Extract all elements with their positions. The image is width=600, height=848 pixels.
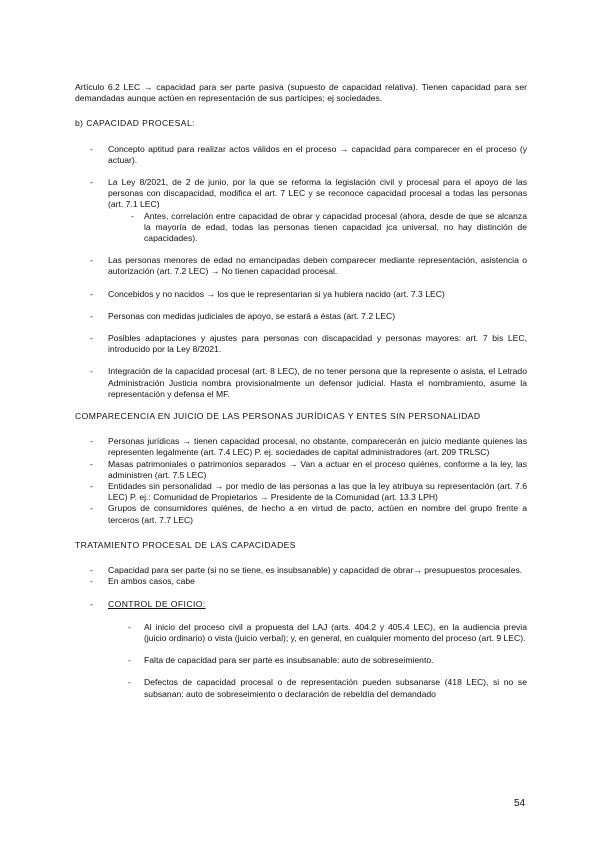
- list-item: - En ambos casos, cabe: [75, 576, 527, 587]
- sub-list: [108, 211, 527, 245]
- tratamiento-procesal-list: [75, 565, 527, 700]
- sub-list-item: - Al inicio del proceso civil a propuesta del LAJ (arts. 404.2 y 405.4 LEC), en la audiencia previa (juicio ordinario) o vista (juicio verbal); y, en general, en cualquier momento del proceso (art. 9 LEC).: [128, 622, 527, 644]
- sub-list-item: - Defectos de capacidad procesal o de representación pueden subsanarse (418 LEC), si no se subsanan: auto de sobreseimiento o declaración de rebeldía del demandado: [128, 677, 527, 699]
- section-heading-tratamiento-procesal: TRATAMIENTO PROCESAL DE LAS CAPACIDADES: [75, 539, 296, 550]
- list-item: - Grupos de consumidores quiénes, de hecho a en virtud de pacto, actúen en nombre del grupo frente a terceros (art. 7.7 LEC): [75, 503, 527, 525]
- list-item: - Integración de la capacidad procesal (art. 8 LEC), de no tener persona que la represente o asista, el Letrado Administración Justicia nombra provisionalmente un defensor judicial. Hasta el nombramiento, asume la representación y defensa el MF.: [75, 366, 527, 400]
- sub-list-item: - Antes, correlación entre capacidad de obrar y capacidad procesal (ahora, desde de que se alcanza la mayoría de edad, todas las personas tienen capacidad jca universal, no hay distinción de capacidades).: [128, 211, 527, 245]
- list-item: - Posibles adaptaciones y ajustes para personas con discapacidad y personas mayores: art. 7 bis LEC, introducido por la Ley 8/2021.: [75, 333, 527, 355]
- document-page: [75, 82, 527, 711]
- list-item: - La Ley 8/2021, de 2 de junio, por la que se reforma la legislación civil y procesal para el apoyo de las personas con discapacidad, modifica el art. 7 LEC y se reconoce capacidad procesal a todas las personas (art. 7.1 LEC) - Antes, correlación entre capacidad de obrar y capacidad procesal (ahora, desde de que se alcanza la mayoría de edad, todas las personas tienen capacidad jca universal, no hay distinción de capacidades).: [75, 177, 527, 244]
- personas-juridicas-list: [75, 436, 527, 526]
- intro-paragraph: Artículo 6.2 LEC → capacidad para ser parte pasiva (supuesto de capacidad relativa). Tienen capacidad para ser demandadas aunque actúen en representación de sus partícipes; ej sociedades.: [75, 82, 527, 104]
- control-de-oficio-label: CONTROL DE OFICIO:: [108, 598, 206, 609]
- list-item: - Personas jurídicas → tienen capacidad procesal, no obstante, comparecerán en juicio mediante quienes las representen legalmente (art. 7.4 LEC) P. ej. sociedades de capital administradores (art. 209 TRLSC): [75, 436, 527, 458]
- list-item: - Las personas menores de edad no emancipadas deben comparecer mediante representación, asistencia o autorización (art. 7.2 LEC) → No tienen capacidad procesal.: [75, 255, 527, 277]
- list-item: - Capacidad para ser parte (si no se tiene, es insubsanable) y capacidad de obrar→ presupuestos procesales.: [75, 565, 527, 576]
- control-de-oficio-list: [108, 622, 527, 700]
- list-item: - Entidades sin personalidad → por medio de las personas a las que la ley atribuya su representación (art. 7.6 LEC) P. ej.: Comunidad de Propietarios → Presidente de la Comunidad (art. 13.3 LPH): [75, 481, 527, 503]
- list-item: - Concebidos y no nacidos → los que le representarian si ya hubiera nacido (art. 7.3 LEC): [75, 289, 527, 300]
- capacidad-procesal-list: [75, 144, 527, 400]
- section-heading-personas-juridicas: COMPARECENCIA EN JUICIO DE LAS PERSONAS JURÍDICAS Y ENTES SIN PERSONALIDAD: [75, 411, 481, 422]
- sub-list-item: - Falta de capacidad para ser parte es insubsanable: auto de sobreseimiento.: [128, 655, 527, 666]
- list-item: - Concepto aptitud para realizar actos válidos en el proceso → capacidad para comparecer en el proceso (y actuar).: [75, 144, 527, 166]
- list-item: - Masas patrimoniales o patrimonios separados → Van a actuar en el proceso quiénes, conforme a la ley, las administren (art. 7.5 LEC): [75, 459, 527, 481]
- section-heading-capacidad-procesal: b) CAPACIDAD PROCESAL:: [75, 118, 195, 129]
- list-item: [75, 599, 527, 700]
- page-number: 54: [514, 798, 526, 809]
- list-item: - Personas con medidas judiciales de apoyo, se estará a éstas (art. 7.2 LEC): [75, 311, 527, 322]
